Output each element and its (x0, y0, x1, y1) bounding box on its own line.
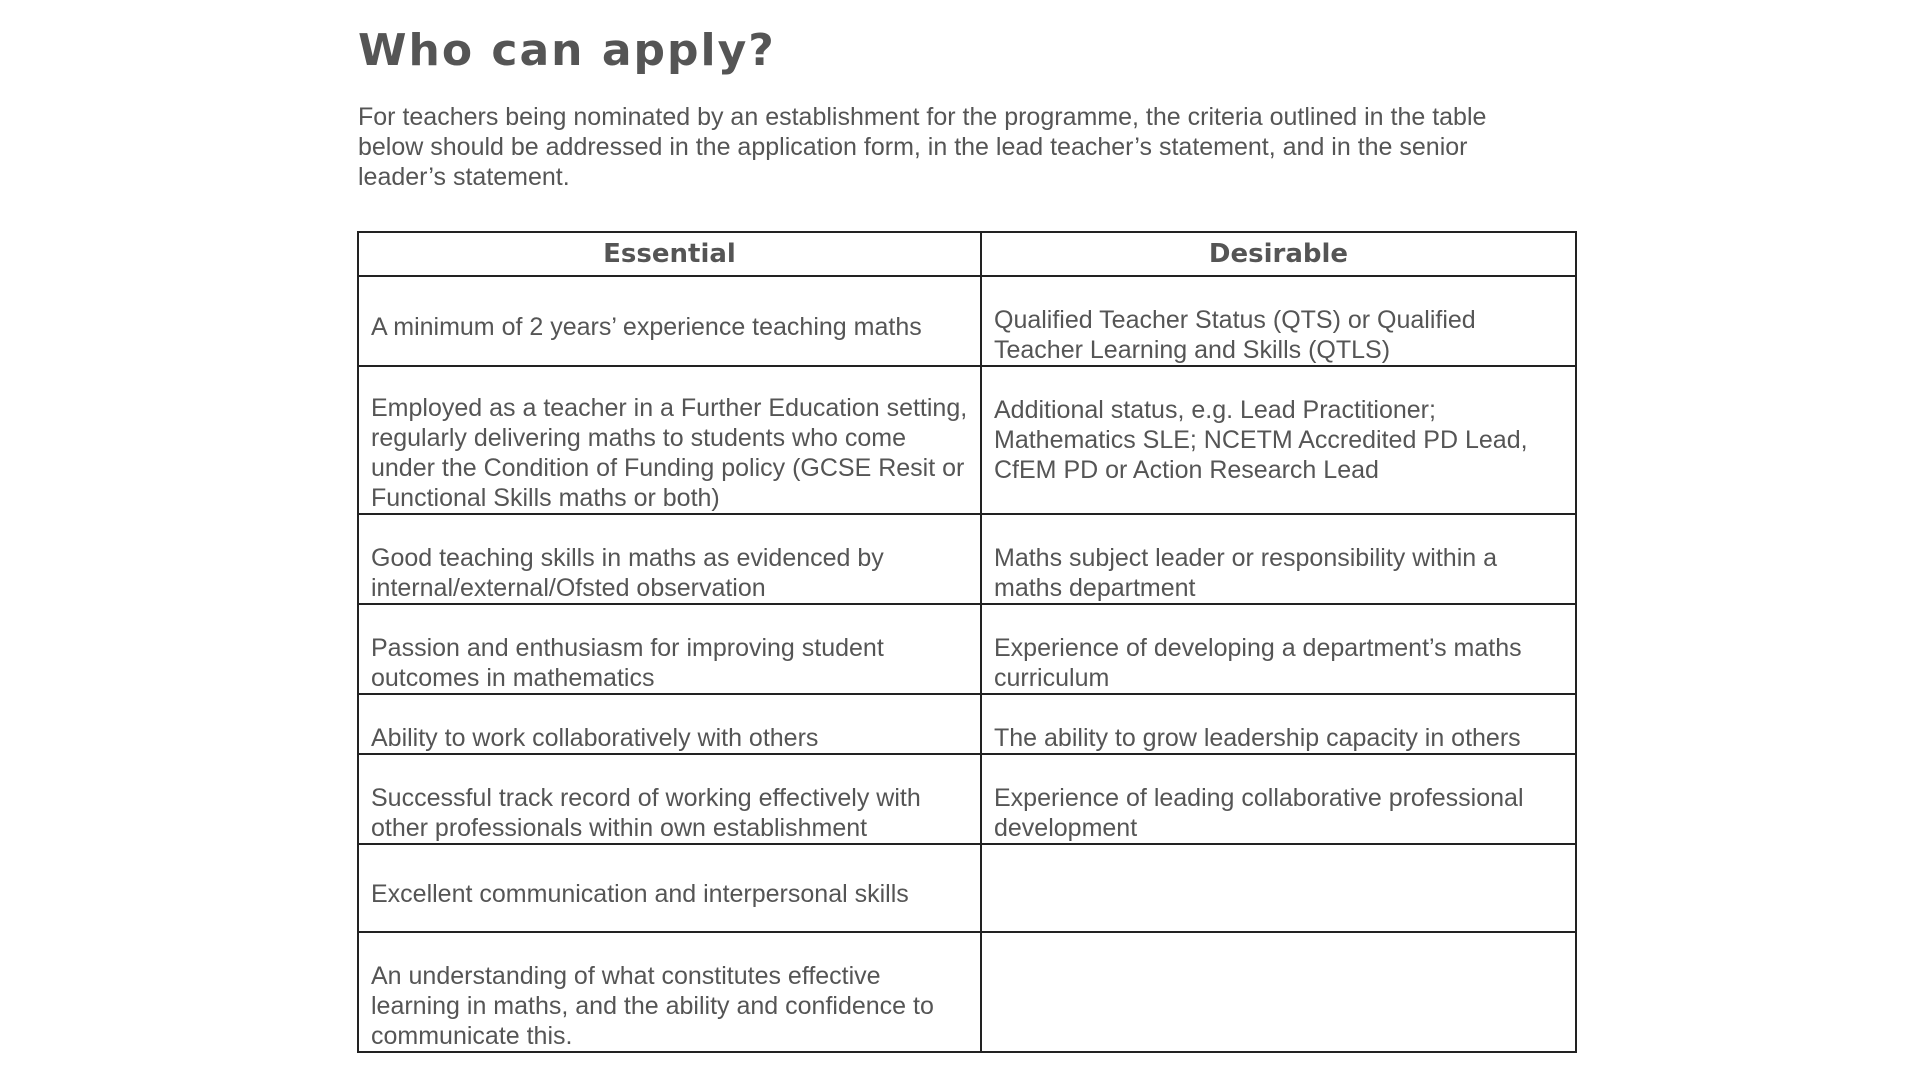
table-row (358, 844, 1576, 932)
essential-text: Good teaching skills in maths as evidenced by internal/external/Ofsted observation (371, 544, 884, 602)
table-row (358, 932, 1576, 1052)
column-header-essential: Essential (358, 232, 981, 276)
desirable-text: Maths subject leader or responsibility within a maths department (994, 544, 1498, 602)
essential-cell (358, 514, 981, 604)
desirable-text: Experience of developing a department’s maths curriculum (994, 634, 1522, 692)
essential-cell (358, 366, 981, 514)
essential-text: Passion and enthusiasm for improving student outcomes in mathematics (371, 634, 884, 692)
desirable-cell (981, 366, 1576, 514)
essential-cell (358, 932, 981, 1052)
essential-text: An understanding of what constitutes effective learning in maths, and the ability and confidence to communicate this. (371, 962, 934, 1050)
desirable-cell (981, 276, 1576, 366)
table-row (358, 514, 1576, 604)
essential-text: Ability to work collaboratively with others (371, 724, 819, 752)
desirable-cell (981, 844, 1576, 932)
desirable-text: Additional status, e.g. Lead Practitioner; Mathematics SLE; NCETM Accredited PD Lead, CfEM PD or Action Research Lead (994, 396, 1528, 484)
table-row (358, 754, 1576, 844)
essential-text: Successful track record of working effectively with other professionals within own establishment (371, 784, 921, 842)
essential-cell (358, 754, 981, 844)
desirable-text: Qualified Teacher Status (QTS) or Qualified Teacher Learning and Skills (QTLS) (994, 306, 1476, 364)
essential-text: Employed as a teacher in a Further Education setting, regularly delivering maths to students who come under the Condition of Funding policy (GCSE Resit or Functional Skills maths or both) (371, 394, 968, 512)
essential-cell (358, 604, 981, 694)
essential-text: Excellent communication and interpersonal skills (371, 880, 909, 908)
criteria-table (357, 231, 1577, 1053)
column-header-desirable: Desirable (981, 232, 1576, 276)
desirable-cell (981, 604, 1576, 694)
desirable-cell (981, 754, 1576, 844)
essential-cell (358, 276, 981, 366)
desirable-cell (981, 514, 1576, 604)
essential-cell (358, 694, 981, 754)
intro-paragraph: For teachers being nominated by an establishment for the programme, the criteria outlined in the table below should be addressed in the application form, in the lead teacher’s statement, and in the senior leader’s statement. (358, 103, 1487, 191)
table-row (358, 694, 1576, 754)
desirable-cell (981, 694, 1576, 754)
desirable-text: Experience of leading collaborative professional development (994, 784, 1524, 842)
essential-text: A minimum of 2 years’ experience teaching maths (371, 313, 922, 341)
table-row (358, 604, 1576, 694)
table-row (358, 366, 1576, 514)
desirable-cell (981, 932, 1576, 1052)
table-header-row (358, 232, 1576, 276)
table-row (358, 276, 1576, 366)
essential-cell (358, 844, 981, 932)
page-title: Who can apply? (358, 25, 776, 76)
desirable-text: The ability to grow leadership capacity in others (994, 724, 1521, 752)
